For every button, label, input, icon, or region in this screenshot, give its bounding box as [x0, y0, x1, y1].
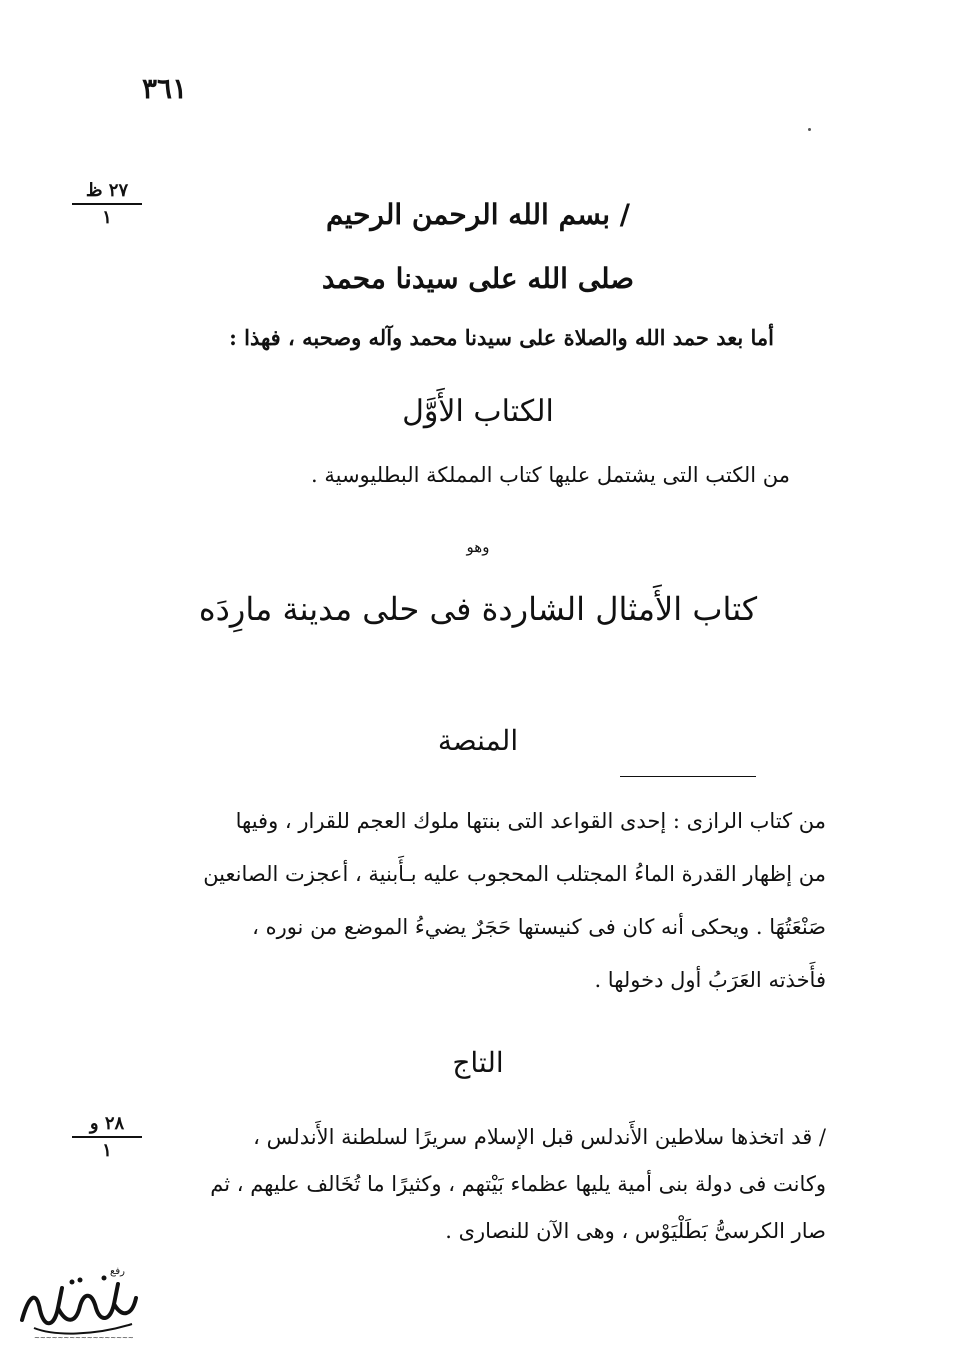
folio-sub: ١ [102, 207, 112, 228]
folio-number: ٢٨ و [72, 1113, 142, 1138]
connector-word: وهو [466, 538, 490, 556]
folio-sub: ١ [102, 1140, 112, 1161]
page-speck [808, 128, 811, 131]
paragraph-line: صَنْعَتُهَا . ويحكى أنه كان فى كنيستها حَجَرٌ يضيءُ الموضع من نوره ، [252, 915, 826, 939]
paragraph-line: من إظهار القدرة الماءُ المجتلب المحجوب عليه بـأَبنية ، أعجزت الصانعين [203, 862, 826, 886]
main-title: كتاب الأَمثال الشاردة فى حلى مدينة مارِدَه [198, 590, 758, 628]
section-paragraph-taj [136, 1114, 826, 1255]
section-paragraph-minassa [136, 795, 826, 1007]
svg-text:~~~~~~~~~~~~~~~~~: ~~~~~~~~~~~~~~~~~ [34, 1334, 134, 1342]
divider-rule [620, 776, 756, 777]
paragraph-line: صار الكرسىُّ بَطَلْيَوْس ، وهى الآن للنصارى . [445, 1219, 826, 1243]
book-description: من الكتب التى يشتمل عليها كتاب المملكة البطليوسية . [311, 463, 790, 487]
svg-text:رفع: رفع [110, 1266, 125, 1277]
paragraph-line: وكانت فى دولة بنى أمية يليها عظماء بَيْتهم ، وكثيرًا ما تُخَالف عليهم ، ثم [210, 1172, 826, 1196]
paragraph-line: من كتاب الرازى : إحدى القواعد التى بنتها ملوك العجم للقرار ، وفيها [235, 809, 826, 833]
folio-number: ٢٧ ظ [72, 180, 142, 205]
book-title: الكتاب الأَوَّل [402, 394, 554, 429]
section-heading-taj: التاج [452, 1046, 504, 1079]
paragraph-line: فأَخذته العَرَبُ أول دخولها . [594, 968, 826, 992]
section-heading-minassa: المنصة [437, 724, 519, 757]
folio-marker-28 [72, 1113, 142, 1161]
stamp-logo [14, 1258, 142, 1342]
opening-line: أما بعد حمد الله والصلاة على سيدنا محمد وآله وصحبه ، فهذا : [229, 325, 774, 350]
salutation: صلى الله على سيدنا محمد [321, 262, 635, 295]
page-number: ٣٦١ [142, 72, 188, 105]
basmala: / بسم الله الرحمن الرحيم [326, 198, 630, 231]
paragraph-line: / قد اتخذها سلاطين الأَندلس قبل الإسلام سريرًا لسلطنة الأَندلس ، [253, 1125, 826, 1149]
